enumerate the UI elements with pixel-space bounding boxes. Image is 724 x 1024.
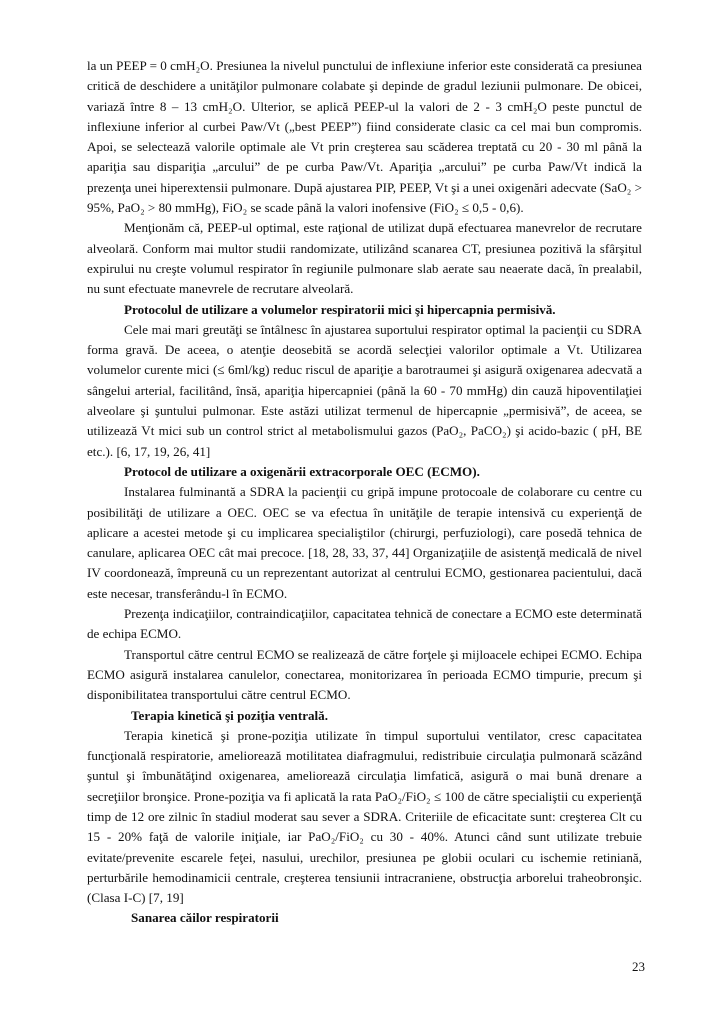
paragraph-peep-continuation: la un PEEP = 0 cmH₂O. Presiunea la nivelul punctului de inflexiune inferior este considerată ca presiunea critică de deschidere a unităţilor pulmonare colabate şi depinde de gradul leziunii pulmonare. De obicei, variază între 8 – 13 cmH₂O. Ulterior, se aplică PEEP-ul la valori de 2 - 3 cmH₂O peste punctul de inflexiune inferior al curbei Paw/Vt („best PEEP”) fiind considerate clasic ca cel mai bun compromis. Apoi, se selectează valorile optimale ale Vt prin creşterea sau scăderea treptată cu 20 - 30 ml până la apariţia sau dispariţia „arcului” de pe curba Paw/Vt. Apariţia „arcului” pe curba Paw/Vt indică la prezenţa unei hiperextensii pulmonare. După ajustarea PIP, PEEP, Vt şi a unei oxigenări adecvate (SaO₂ > 95%, PaO₂ > 80 mmHg), FiO₂ se scade până la valori inofensive (FiO₂ ≤ 0,5 - 0,6).: [87, 58, 642, 216]
paragraph-prone-position: Terapia kinetică şi prone-poziţia utilizate în timpul suportului ventilator, cresc capacitatea funcţională respiratorie, ameliorează motilitatea diafragmului, redistribuie circulaţia pulmonară scăzând şuntul şi îmbunătăţind oxigenarea, ameliorează circulaţia limfatică, asigură o mai bună drenare a secreţiilor bronşice. Prone-poziţia va fi aplicată la rata PaO₂/FiO₂ ≤ 100 de către specialiştii cu experienţă timp de 12 ore zilnic în stadiul moderat sau sever a SDRA. Criteriile de eficacitate sunt: creşterea Clt cu 15 - 20% faţă de valorile iniţiale, iar PaO₂/FiO₂ cu 30 - 40%. Atunci când sunt utilizate trebuie evitate/prevenite escarele feţei, nasului, urechilor, presiunea pe globii oculari cu ischemie retiniană, perturbările hemodinamicii centrale, creşterea tensiunii intracraniene, obstrucţia arborelui traheobronşic.(Clasa I-C) [7, 19]: [87, 727, 642, 906]
paragraph-ecmo-indications: Prezenţa indicaţiilor, contraindicaţiilor, capacitatea tehnică de conectare a ECMO este determinată de echipa ECMO.: [87, 606, 642, 642]
heading-ecmo-protocol: Protocol de utilizare a oxigenării extracorporale OEC (ECMO).: [124, 463, 480, 479]
page-number: 23: [632, 959, 645, 974]
paragraph-ecmo-installation: Instalarea fulminantă a SDRA la pacienţii cu gripă impune protocoale de colaborare cu centre cu posibilităţi de utilizare a OEC. OEC se va efectua în unităţile de terapie intensivă cu experienţă de aplicare a acestei metode şi cu implicarea specialiştilor (chirurgi, perfuziologi), care posedă tehnica de canulare, aplicarea OEC cât mai precoce. [18, 28, 33, 37, 44] Organizaţiile de asistenţă medicală de nivel IV coordonează, împreună cu un reprezentant autorizat al centrului ECMO, gestionarea pacientului, dacă este necesar, transferându-l în ECMO.: [87, 484, 642, 601]
paragraph-ecmo-transport: Transportul către centrul ECMO se realizează de către forţele şi mijloacele echipei ECMO. Echipa ECMO asigură instalarea canulelor, conectarea, monitorizarea în perioada ECMO timpurie, precum şi disponibilitatea transportului către centrul ECMO.: [87, 646, 642, 703]
heading-low-tidal-volume: Protocolul de utilizare a volumelor respiratorii mici şi hipercapnia permisivă.: [124, 301, 556, 317]
heading-kinetic-therapy: Terapia kinetică şi poziţia ventrală.: [131, 707, 329, 723]
paragraph-permissive-hypercapnia: Cele mai mari greutăţi se întâlnesc în ajustarea suportului respirator optimal la pacienţii cu SDRA forma gravă. De aceea, o atenţie deosebită se acordă selecţiei valorilor optimale a Vt. Utilizarea volumelor curente mici (≤ 6ml/kg) reduc riscul de apariţie a barotraumei şi asigură oxigenarea adecvată a sângelui arterial, facilitând, însă, apariţia hipercapniei (până la 60 - 70 mmHg) din cauză hipoventilaţiei alveolare şi şuntului pulmonar. Este astăzi utilizat termenul de hipercapnie „permisivă”, de aceea, se utilizează Vt mici sub un control strict al metabolismului gazos (PaO₂, PaCO₂) şi acido-bazic ( pH, BE etc.). [6, 17, 19, 26, 41]: [87, 321, 642, 459]
paragraph-optimal-peep: Menţionăm că, PEEP-ul optimal, este raţional de utilizat după efectuarea manevrelor de recrutare alveolară. Conform mai multor studii randomizate, utilizând scanarea CT, presiunea pozitivă la sfârşitul expirului nu creşte volumul respirator în regiunile pulmonare slab aerate sau neaerate dacă, în prealabil, nu sunt efectuate manevrele de recrutare alveolară.: [87, 220, 642, 297]
heading-airway-sanitation: Sanarea căilor respiratorii: [131, 910, 279, 926]
